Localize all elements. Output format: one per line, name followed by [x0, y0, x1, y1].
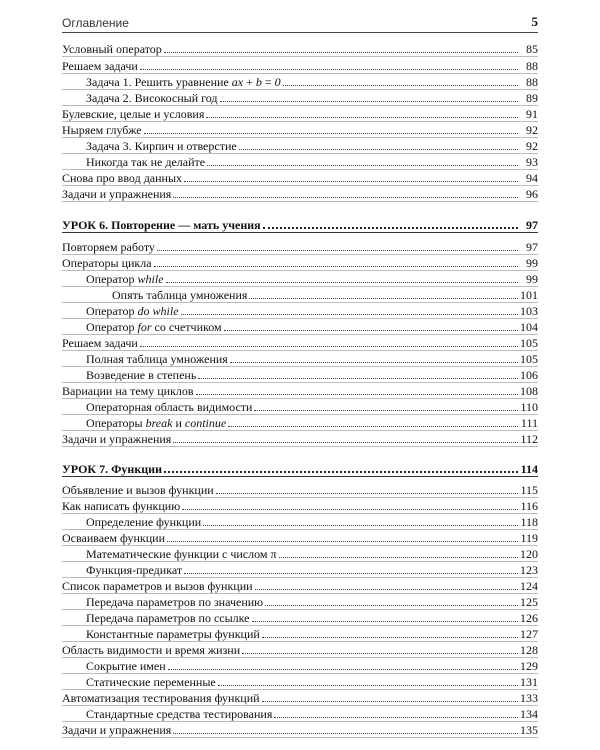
toc-entry[interactable]: Функция-предикат 123 [62, 561, 538, 578]
toc-entry[interactable]: Сокрытие имен 129 [62, 657, 538, 674]
toc-entry[interactable]: Математические функции с числом π 120 [62, 545, 538, 562]
toc-entry[interactable]: Передача параметров по значению 125 [62, 593, 538, 610]
toc-entry[interactable]: Решаем задачи 88 [62, 59, 538, 73]
toc-entry[interactable]: Условный оператор 85 [62, 42, 538, 56]
toc-entry[interactable]: Задачи и упражнения 135 [62, 723, 538, 737]
toc-entry[interactable]: Снова про ввод данных 94 [62, 171, 538, 185]
toc-entry[interactable]: Статические переменные 131 [62, 673, 538, 690]
toc-entry[interactable]: Задача 3. Кирпич и отверстие 92 [62, 137, 538, 154]
toc-entry[interactable]: Задача 2. Високосный год 89 [62, 89, 538, 106]
toc-entry[interactable]: Оператор while 99 [62, 270, 538, 287]
toc-entry[interactable]: Объявление и вызов функции 115 [62, 483, 538, 497]
toc-entry[interactable]: Полная таблица умножения 105 [62, 350, 538, 367]
running-title: Оглавление [62, 16, 129, 30]
toc-entry[interactable]: Возведение в степень 106 [62, 366, 538, 383]
toc-entry[interactable]: Задачи и упражнения 96 [62, 187, 538, 201]
toc-entry[interactable]: Решаем задачи 105 [62, 336, 538, 350]
toc-chapter-lesson-6[interactable]: УРОК 6. Повторение — мать учения 97 [62, 218, 538, 232]
toc-entry[interactable]: Автоматизация тестирования функций 133 [62, 691, 538, 705]
toc-entry[interactable]: Оператор do while 103 [62, 302, 538, 319]
toc-entry[interactable]: Булевские, целые и условия 91 [62, 107, 538, 121]
toc-entry[interactable]: Вариации на тему циклов 108 [62, 384, 538, 398]
toc-entry[interactable]: Область видимости и время жизни 128 [62, 643, 538, 657]
toc-entry[interactable]: Никогда так не делайте 93 [62, 153, 538, 170]
toc-entry[interactable]: Передача параметров по ссылке 126 [62, 609, 538, 626]
toc-entry[interactable]: Задачи и упражнения 112 [62, 432, 538, 446]
toc-entry[interactable]: Ныряем глубже 92 [62, 123, 538, 137]
toc-entry[interactable]: Опять таблица умножения 101 [62, 286, 538, 303]
page-header [62, 10, 538, 33]
toc-entry[interactable]: Операторы break и continue 111 [62, 414, 538, 431]
page-number: 5 [531, 14, 538, 29]
toc-entry[interactable]: Стандартные средства тестирования 134 [62, 705, 538, 722]
toc-entry[interactable]: Задача 1. Решить уравнение ax + b = 0 88 [62, 73, 538, 90]
toc-entry[interactable]: Повторяем работу 97 [62, 240, 538, 254]
toc-entry[interactable]: Осваиваем функции 119 [62, 531, 538, 545]
toc-entry[interactable]: Список параметров и вызов функции 124 [62, 579, 538, 593]
toc-entry[interactable]: Определение функции 118 [62, 513, 538, 530]
toc-entry[interactable]: Оператор for со счетчиком 104 [62, 318, 538, 335]
toc-chapter-lesson-7[interactable]: УРОК 7. Функции 114 [62, 462, 538, 476]
toc-entry[interactable]: Константные параметры функций 127 [62, 625, 538, 642]
toc-entry[interactable]: Как написать функцию 116 [62, 499, 538, 513]
toc-entry[interactable]: Операторная область видимости 110 [62, 398, 538, 415]
toc-entry[interactable]: Операторы цикла 99 [62, 256, 538, 270]
